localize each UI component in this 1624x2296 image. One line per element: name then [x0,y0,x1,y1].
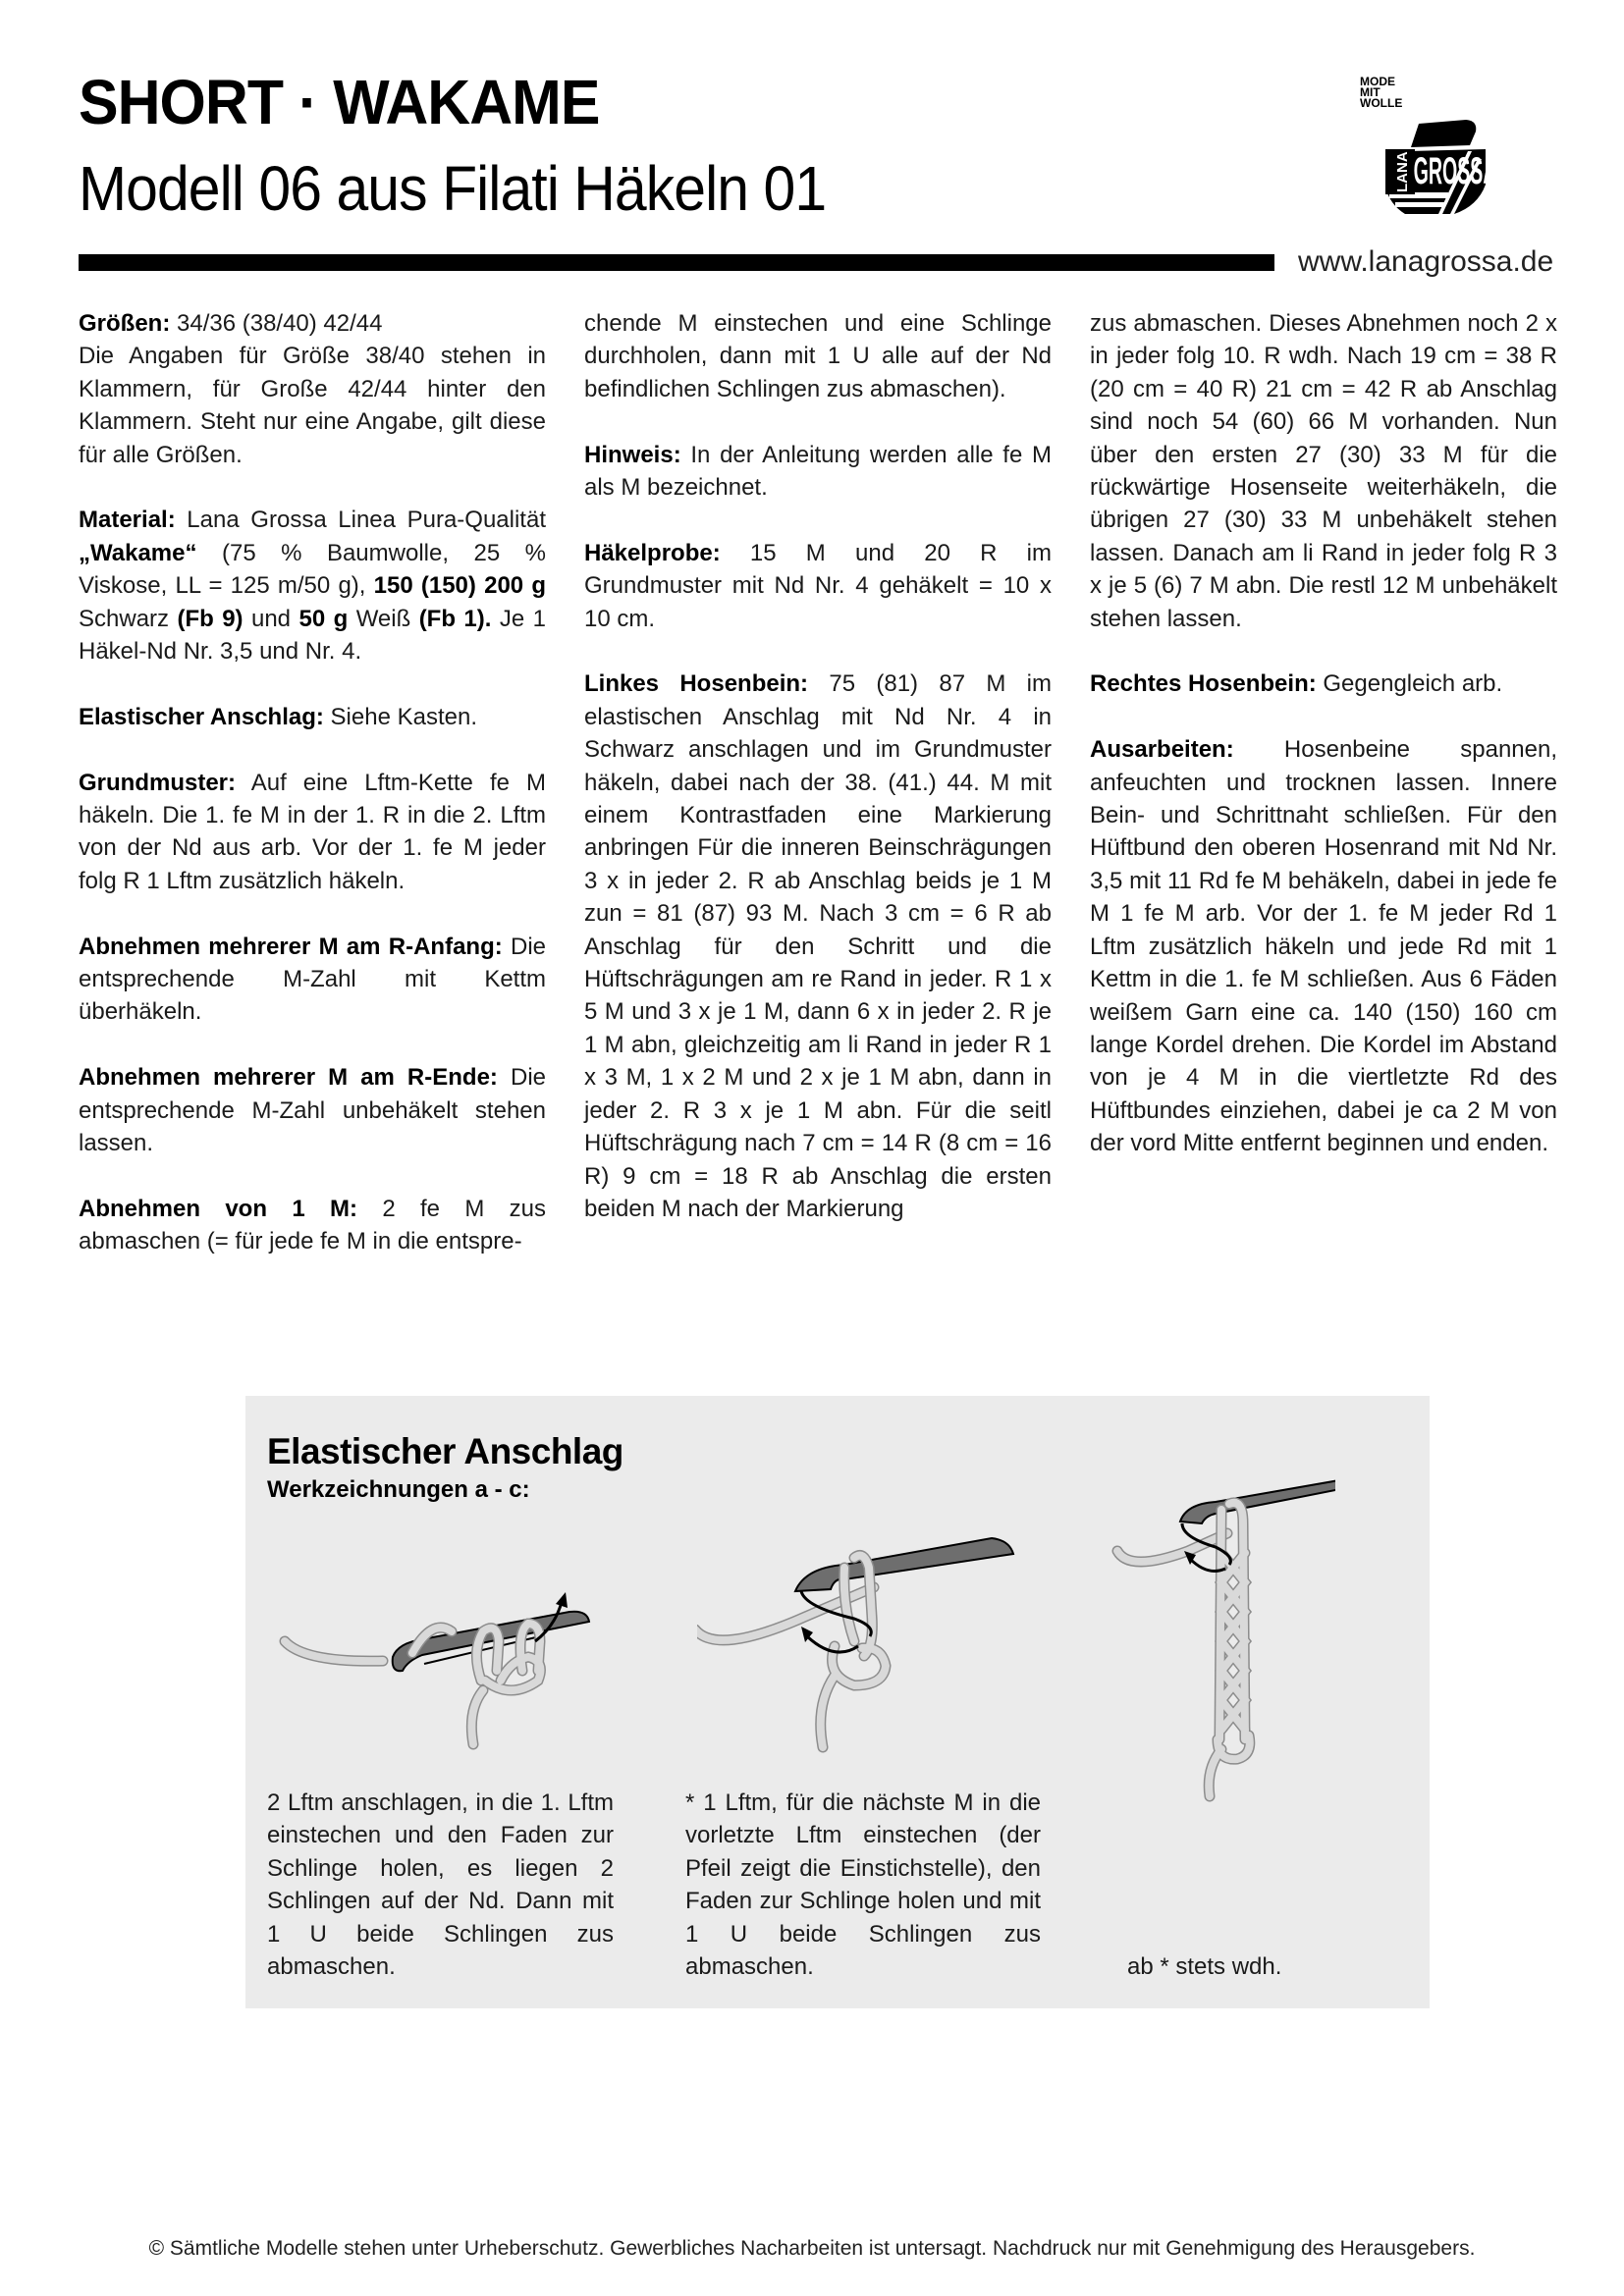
step-b-caption: * 1 Lftm, für die nächste M in die vorletzte Lftm einstechen (der Pfeil zeigt die Einstichstelle), den Faden zur Schlinge holen und mit 1 U beide Schlingen zus abmaschen. [685,1789,1041,1981]
lana-grossa-logo [1360,77,1497,224]
text-column-3 [1090,307,1557,1160]
sizes-note: Die Angaben für Größe 38/40 stehen in Klammern, für Große 42/44 hinter den Klammern. Steht nur eine Angabe, gilt diese für alle Größen. [79,343,546,468]
website-link[interactable]: www.lanagrossa.de [1298,245,1554,278]
logo-brand-grossa: GROSSA [1413,148,1497,193]
basic-pattern-section: Grundmuster: Auf eine Lftm-Kette fe M häkeln. Die 1. fe M in der 1. R in die 2. Lftm von der Nd aus arb. Vor der 1. fe M jeder folg R 1 Lftm zusätzlich häkeln. [79,769,546,894]
logo-brand-lana: LANA [1394,151,1411,192]
pattern-title: SHORT · WAKAME [79,67,600,137]
pattern-subtitle: Modell 06 aus Filati Häkeln 01 [79,153,827,224]
logo-tagline: MODE MIT WOLLE [1360,75,1403,110]
crochet-figure-a-icon [275,1533,609,1769]
left-leg-continued: zus abmaschen. Dieses Abnehmen noch 2 x in jeder folg 10. R wdh. Nach 19 cm = 38 R (20 cm = 40 R) 21 cm = 42 R ab Anschlag sind noch 54 (60) 66 M vorhanden. Nun über den ersten 27 (30) 33 M für die rückwärtige Hosenseite weiterhäkeln, die übrigen 27 (30) 33 M unbehäkelt stehen lassen. Danach am li Rand in jeder folg R 3 x je 5 (6) 7 M abn. Die restl 12 M unbehäkelt stehen lassen. [1090,310,1557,632]
box-title: Elastischer Anschlag [267,1431,623,1471]
yarn-ball-logo-icon [1360,77,1497,224]
crochet-figure-b-icon [697,1469,1021,1764]
step-c-caption: ab * stets wdh. [1127,1953,1282,1980]
decrease-row-start-section: Abnehmen mehrerer M am R-Anfang: Die entsprechende M-Zahl mit Kettm überhäkeln. [79,933,546,1026]
sizes-heading-line: Größen: 34/36 (38/40) 42/44 [79,310,383,337]
gauge-section: Häkelprobe: 15 M und 20 R im Grundmuster mit Nd Nr. 4 gehäkelt = 10 x 10 cm. [584,539,1052,632]
finishing-section: Ausarbeiten: Hosenbeine spannen, anfeuchten und trocknen lassen. Innere Bein- und Schrittnaht schließen. Für den Hüftbund den oberen Hosenrand mit Nd Nr. 3,5 mit 11 Rd fe M behäkeln, dabei in jede fe M 1 fe M arb. Vor der 1. fe M jeder Rd 1 Lftm zusätzlich häkeln und jede Rd mit 1 Kettm in die 1. fe M schließen. Aus 6 Fäden weißem Garn eine ca. 140 (150) 160 cm lange Kordel drehen. Die Kordel im Abstand von je 4 M in die viertletzte Rd des Hüftbundes einziehen, dabei je ca 2 M von der vord Mitte entfernt beginnen und enden. [1090,736,1557,1157]
copyright-footer: © Sämtliche Modelle stehen unter Urheberschutz. Gewerbliches Nacharbeiten ist untersagt. Nachdruck nur mit Genehmigung des Herausgebers. [148,2237,1476,2260]
decrease-continued: chende M einstechen und eine Schlinge durchholen, dann mit 1 U alle auf der Nd befindlichen Schlingen zus abmaschen). [584,310,1052,402]
left-leg-section: Linkes Hosenbein: 75 (81) 87 M im elastischen Anschlag mit Nd Nr. 4 in Schwarz anschlagen und im Grundmuster häkeln, dabei nach der 38. (41.) 44. M mit einem Kontrastfaden eine Markierung anbringen Für die inneren Beinschrägungen 3 x in jeder 2. R ab Anschlag beids je 1 M zun = 81 (87) 93 M. Nach 3 cm = 6 R ab Anschlag für den Schritt und die Hüftschrägungen am re Rand in jeder. R 1 x 5 M und 3 x je 1 M, dann 6 x in jeder 2. R je 1 M abn, gleichzeitig am li Rand in jeder R 1 x 3 M, 1 x 2 M und 2 x je 1 M abn, dann in jeder 2. R 3 x je 1 M abn. Für die seitl Hüftschrägung nach 7 cm = 14 R (8 cm = 16 R) 9 cm = 18 R ab Anschlag die ersten beiden M nach der Markierung [584,670,1052,1222]
elastic-cast-on-box [245,1396,1430,2008]
material-section: Material: Lana Grossa Linea Pura-Qualität „Wakame“ (75 % Baumwolle, 25 % Viskose, LL = 125 m/50 g), 150 (150) 200 g Schwarz (Fb 9) und 50 g Weiß (Fb 1). Je 1 Häkel-Nd Nr. 3,5 und Nr. 4. [79,507,546,666]
decrease-row-end-section: Abnehmen mehrerer M am R-Ende: Die entsprechende M-Zahl unbehäkelt stehen lassen. [79,1064,546,1157]
header-rule [79,254,1274,271]
text-column-1 [79,307,546,1258]
box-subtitle: Werkzeichnungen a - c: [267,1476,530,1503]
right-leg-section: Rechtes Hosenbein: Gegengleich arb. [1090,670,1503,698]
step-a-caption: 2 Lftm anschlagen, in die 1. Lftm einstechen und den Faden zur Schlinge holen, es liegen 2 Schlingen auf der Nd. Dann mit 1 U beide Schlingen zus abmaschen. [267,1789,614,1981]
crochet-figure-c-icon [1100,1445,1335,1818]
text-column-2 [584,307,1052,1225]
decrease-one-stitch-section: Abnehmen von 1 M: 2 fe M zus abmaschen (= für jede fe M in die entspre- [79,1195,547,1255]
note-section: Hinweis: In der Anleitung werden alle fe M als M bezeichnet. [584,441,1052,502]
elastic-cast-on-section: Elastischer Anschlag: Siehe Kasten. [79,703,477,730]
